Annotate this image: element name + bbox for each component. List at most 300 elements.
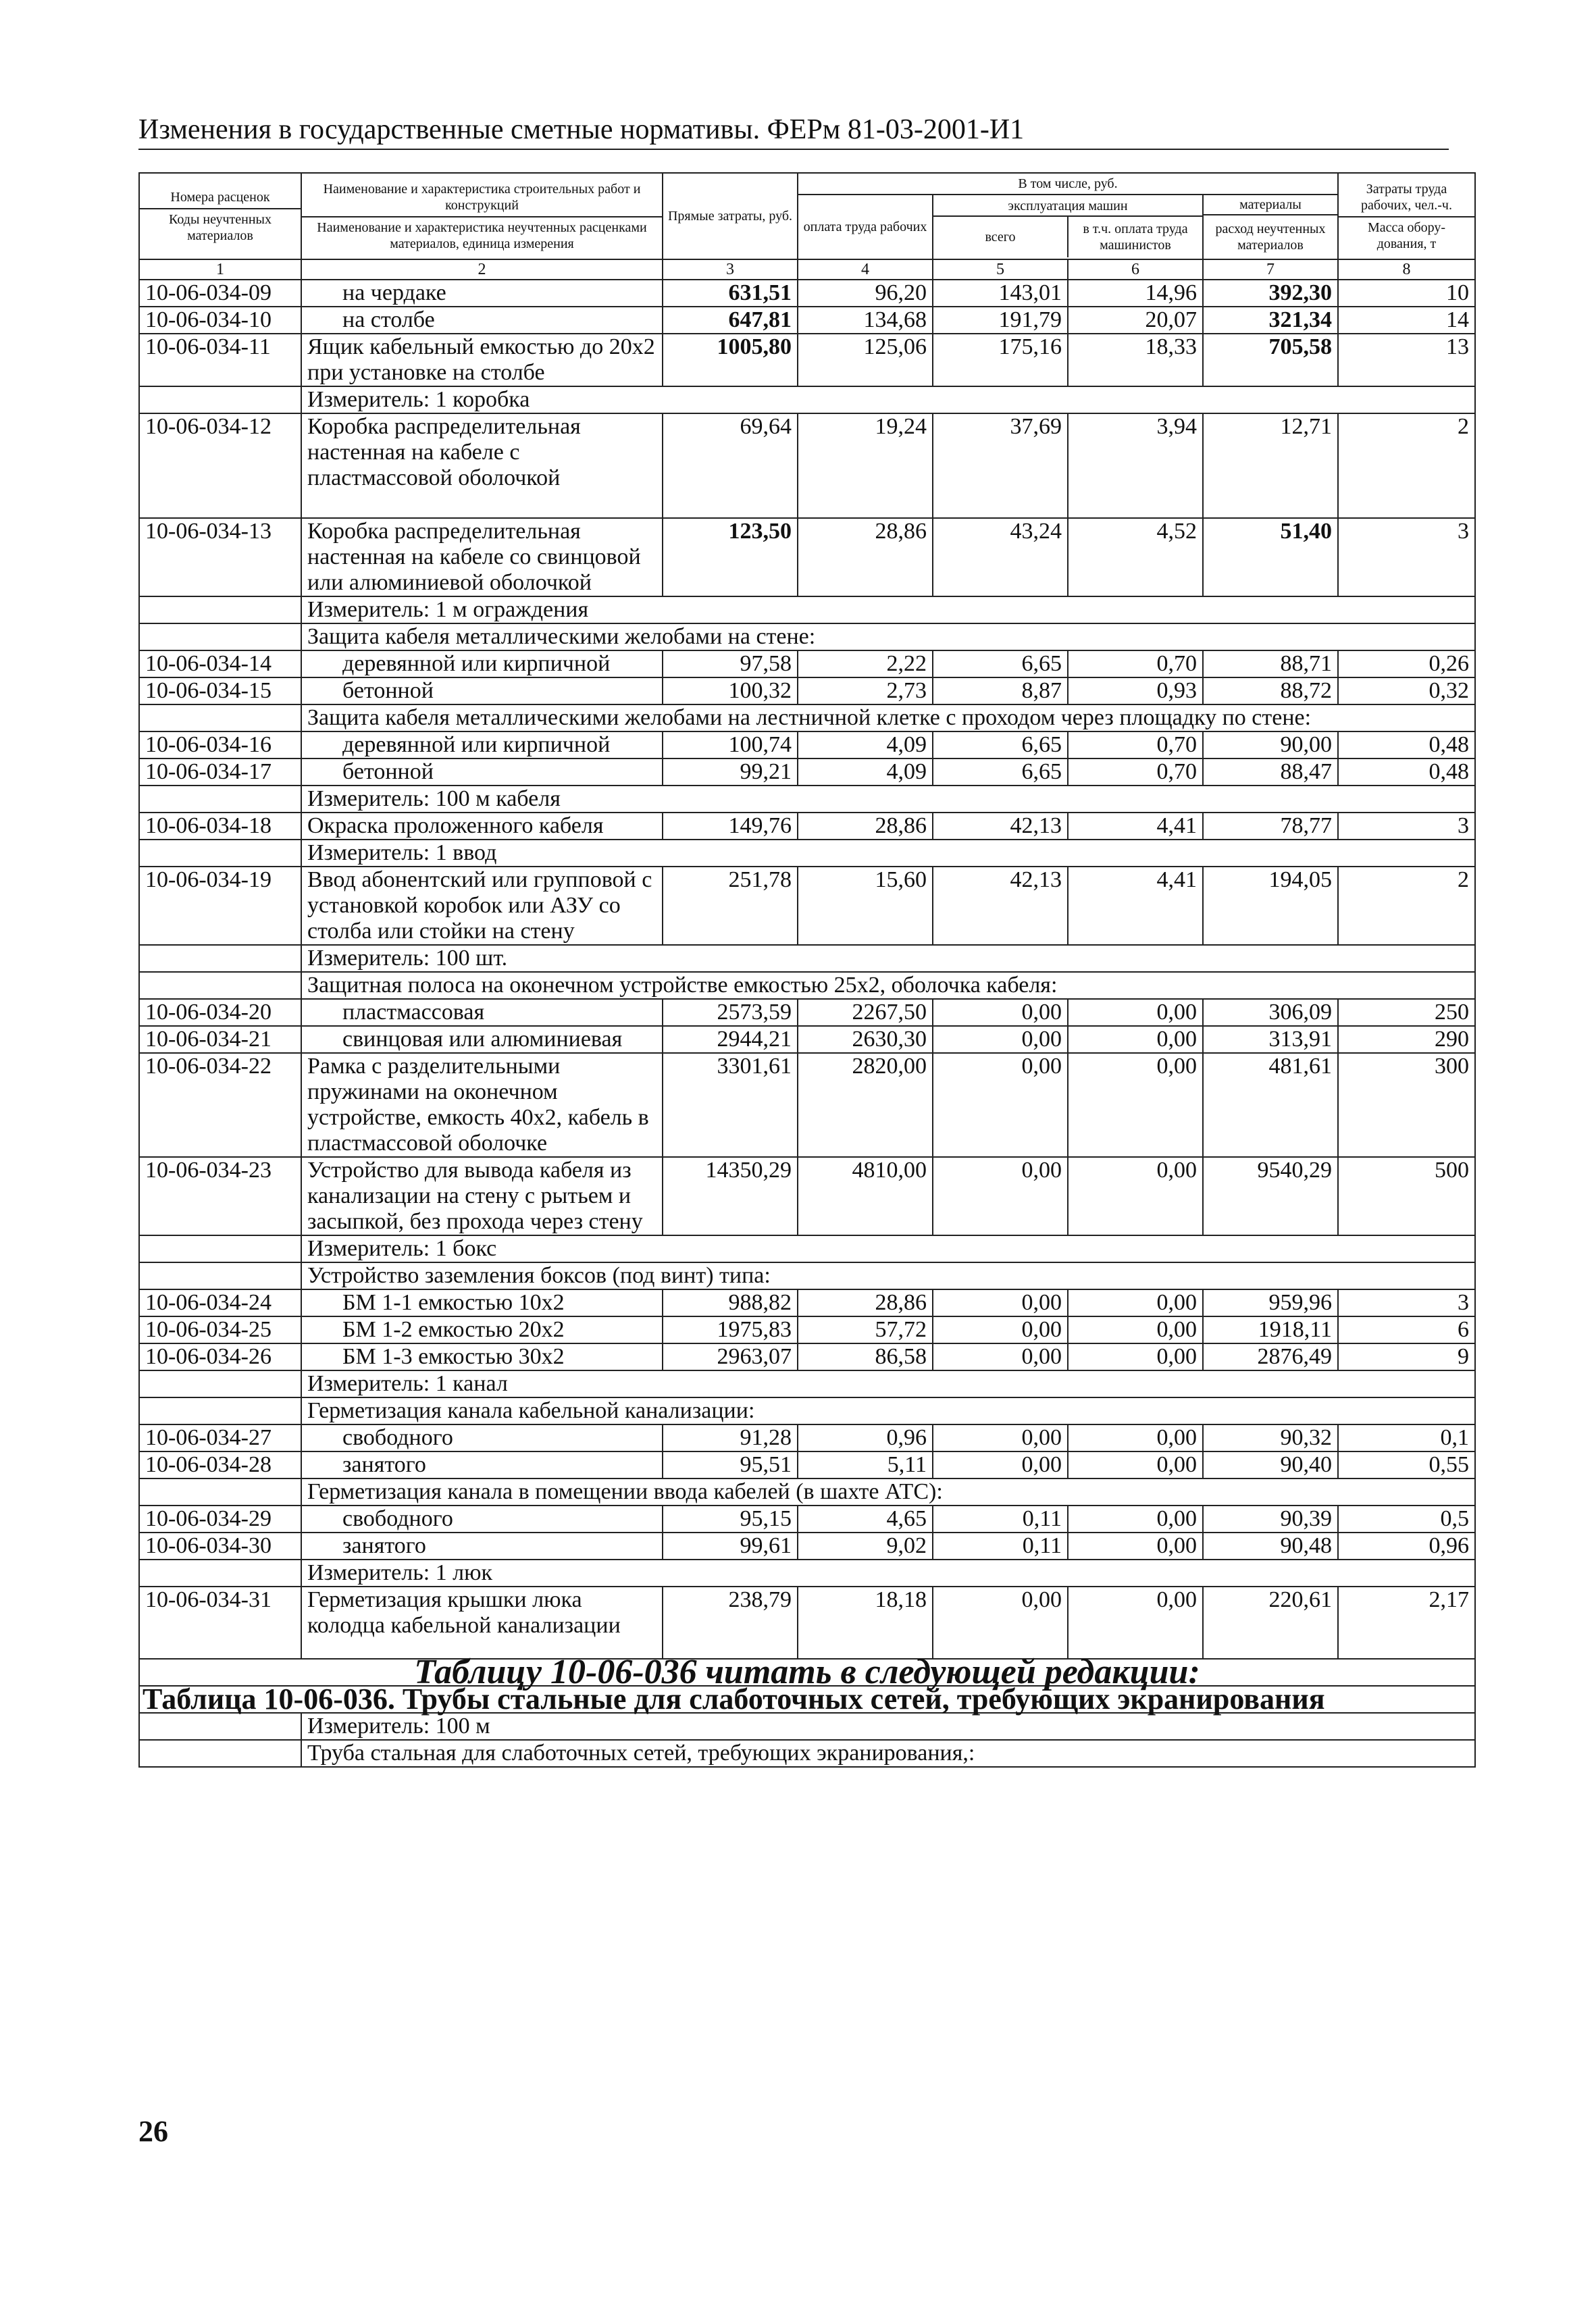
work-name: БМ 1-1 емкостью 10х2 <box>301 1289 663 1316</box>
materials-cost: 88,71 <box>1203 650 1338 677</box>
column-number: 6 <box>1068 259 1203 280</box>
table-row <box>139 1587 1475 1639</box>
rate-code: 10-06-034-19 <box>139 867 301 945</box>
worker-pay: 28,86 <box>798 1289 933 1316</box>
empty-code-cell <box>139 1235 301 1262</box>
header-machines <box>933 195 1203 259</box>
direct-costs: 99,21 <box>663 759 798 786</box>
column-number: 8 <box>1338 259 1475 280</box>
section-label: Защита кабеля металлическими желобами на лестничной клетке с проходом через площадку по стене: <box>301 704 1475 731</box>
machines-total: 0,11 <box>933 1533 1068 1560</box>
worker-pay: 28,86 <box>798 813 933 840</box>
direct-costs: 95,15 <box>663 1506 798 1533</box>
work-name: БМ 1-2 емкостью 20х2 <box>301 1316 663 1343</box>
machines-total: 0,00 <box>933 1343 1068 1370</box>
work-name: Рамка с разделительными пружинами на оконечном устройстве, емкость 40х2, кабель в пластмассовой оболочке <box>301 1053 663 1157</box>
materials-cost: 12,71 <box>1203 413 1338 491</box>
machines-total: 0,00 <box>933 1157 1068 1235</box>
worker-pay: 28,86 <box>798 518 933 596</box>
spacer-cell <box>933 491 1068 518</box>
empty-code-cell <box>139 1740 301 1767</box>
machines-total: 0,00 <box>933 1316 1068 1343</box>
materials-cost: 88,47 <box>1203 759 1338 786</box>
direct-costs: 149,76 <box>663 813 798 840</box>
rate-code: 10-06-034-14 <box>139 650 301 677</box>
materials-cost: 2876,49 <box>1203 1343 1338 1370</box>
work-name: свободного <box>301 1424 663 1451</box>
empty-code-cell <box>139 623 301 650</box>
header-materials-label: материалы <box>1204 195 1337 215</box>
worker-pay: 9,02 <box>798 1533 933 1560</box>
labor-costs: 0,48 <box>1338 759 1475 786</box>
section-row <box>139 786 1475 813</box>
empty-code-cell <box>139 945 301 972</box>
labor-costs: 300 <box>1338 1053 1475 1157</box>
operator-pay: 18,33 <box>1068 334 1203 386</box>
operator-pay: 20,07 <box>1068 307 1203 334</box>
spacer-cell <box>1203 491 1338 518</box>
worker-pay: 4,09 <box>798 731 933 759</box>
header-labor <box>1338 173 1475 259</box>
column-number: 7 <box>1203 259 1338 280</box>
section-row <box>139 596 1475 623</box>
rate-code: 10-06-034-11 <box>139 334 301 386</box>
section-row <box>139 1479 1475 1506</box>
labor-costs: 6 <box>1338 1316 1475 1343</box>
direct-costs: 99,61 <box>663 1533 798 1560</box>
header-materials-code-label: Коды неучтенных материалов <box>169 211 272 243</box>
operator-pay: 0,00 <box>1068 1587 1203 1639</box>
spacer-cell <box>301 491 663 518</box>
empty-code-cell <box>139 704 301 731</box>
materials-cost: 321,34 <box>1203 307 1338 334</box>
direct-costs: 100,32 <box>663 677 798 704</box>
table-row <box>139 867 1475 945</box>
spacer-cell <box>663 491 798 518</box>
rate-code: 10-06-034-22 <box>139 1053 301 1157</box>
section-row <box>139 1370 1475 1397</box>
machines-total: 43,24 <box>933 518 1068 596</box>
meter-row <box>139 1713 1475 1740</box>
work-name: занятого <box>301 1533 663 1560</box>
work-name: Герметизация крышки люка колодца кабельной канализации <box>301 1587 663 1639</box>
operator-pay: 0,70 <box>1068 650 1203 677</box>
work-name: на столбе <box>301 307 663 334</box>
labor-costs: 500 <box>1338 1157 1475 1235</box>
table-row <box>139 1451 1475 1479</box>
materials-cost: 392,30 <box>1203 280 1338 307</box>
pipe-row <box>139 1740 1475 1767</box>
table-row <box>139 1289 1475 1316</box>
section-label: Герметизация канала в помещении ввода кабелей (в шахте АТС): <box>301 1479 1475 1506</box>
rate-code: 10-06-034-24 <box>139 1289 301 1316</box>
direct-costs: 631,51 <box>663 280 798 307</box>
work-name: деревянной или кирпичной <box>301 731 663 759</box>
worker-pay: 5,11 <box>798 1451 933 1479</box>
section-row <box>139 1262 1475 1289</box>
empty-code-cell <box>139 1397 301 1424</box>
machines-total: 42,13 <box>933 867 1068 945</box>
table-row <box>139 1026 1475 1053</box>
empty-code-cell <box>139 786 301 813</box>
machines-total: 0,00 <box>933 1026 1068 1053</box>
direct-costs: 123,50 <box>663 518 798 596</box>
rate-code: 10-06-034-17 <box>139 759 301 786</box>
work-name: бетонной <box>301 759 663 786</box>
rate-code: 10-06-034-10 <box>139 307 301 334</box>
section-label: Измеритель: 1 коробка <box>301 386 1475 413</box>
operator-pay: 4,41 <box>1068 867 1203 945</box>
labor-costs: 3 <box>1338 518 1475 596</box>
section-label: Защита кабеля металлическими желобами на стене: <box>301 623 1475 650</box>
materials-cost: 51,40 <box>1203 518 1338 596</box>
worker-pay: 134,68 <box>798 307 933 334</box>
direct-costs: 238,79 <box>663 1587 798 1639</box>
labor-costs: 0,32 <box>1338 677 1475 704</box>
rate-code: 10-06-034-23 <box>139 1157 301 1235</box>
labor-costs: 13 <box>1338 334 1475 386</box>
section-label: Измеритель: 100 м кабеля <box>301 786 1475 813</box>
materials-cost: 90,39 <box>1203 1506 1338 1533</box>
operator-pay: 0,00 <box>1068 1157 1203 1235</box>
section-row <box>139 704 1475 731</box>
table-row <box>139 999 1475 1026</box>
worker-pay: 96,20 <box>798 280 933 307</box>
operator-pay: 0,00 <box>1068 1026 1203 1053</box>
operator-pay: 14,96 <box>1068 280 1203 307</box>
table-row <box>139 759 1475 786</box>
table-row <box>139 518 1475 596</box>
rate-code: 10-06-034-31 <box>139 1587 301 1639</box>
worker-pay: 4,09 <box>798 759 933 786</box>
rate-code: 10-06-034-18 <box>139 813 301 840</box>
direct-costs: 14350,29 <box>663 1157 798 1235</box>
empty-code-cell <box>139 840 301 867</box>
spacer-cell <box>798 491 933 518</box>
machines-total: 0,00 <box>933 1424 1068 1451</box>
materials-cost: 90,40 <box>1203 1451 1338 1479</box>
rate-code: 10-06-034-15 <box>139 677 301 704</box>
direct-costs: 91,28 <box>663 1424 798 1451</box>
machines-total: 0,00 <box>933 999 1068 1026</box>
worker-pay: 125,06 <box>798 334 933 386</box>
materials-cost: 90,00 <box>1203 731 1338 759</box>
labor-costs: 0,55 <box>1338 1451 1475 1479</box>
materials-cost: 220,61 <box>1203 1587 1338 1639</box>
work-name: Окраска проложенного кабеля <box>301 813 663 840</box>
materials-cost: 88,72 <box>1203 677 1338 704</box>
labor-costs: 3 <box>1338 813 1475 840</box>
section-row <box>139 945 1475 972</box>
materials-cost: 9540,29 <box>1203 1157 1338 1235</box>
machines-total: 0,11 <box>933 1506 1068 1533</box>
materials-cost: 90,48 <box>1203 1533 1338 1560</box>
labor-costs: 9 <box>1338 1343 1475 1370</box>
section-label: Измеритель: 1 м ограждения <box>301 596 1475 623</box>
operator-pay: 0,93 <box>1068 677 1203 704</box>
empty-code-cell <box>139 1262 301 1289</box>
empty-code-cell <box>139 596 301 623</box>
table-row <box>139 334 1475 386</box>
operator-pay: 0,00 <box>1068 1289 1203 1316</box>
header-work-name-label: Наименование и характеристика строительных работ и конструкций <box>323 181 641 213</box>
table-row <box>139 1343 1475 1370</box>
header-code-label: Номера расценок <box>170 189 270 205</box>
materials-cost: 306,09 <box>1203 999 1338 1026</box>
column-number: 4 <box>798 259 933 280</box>
spacer-cell <box>1338 1639 1475 1659</box>
section-label: Измеритель: 1 ввод <box>301 840 1475 867</box>
work-name: Ввод абонентский или групповой с установкой коробок или АЗУ со столба или стойки на стену <box>301 867 663 945</box>
operator-pay: 0,00 <box>1068 1506 1203 1533</box>
machines-total: 0,00 <box>933 1289 1068 1316</box>
column-number: 2 <box>301 259 663 280</box>
rate-code: 10-06-034-16 <box>139 731 301 759</box>
section-row <box>139 840 1475 867</box>
table-row <box>139 1424 1475 1451</box>
direct-costs: 647,81 <box>663 307 798 334</box>
rate-code: 10-06-034-13 <box>139 518 301 596</box>
header-direct-costs: Прямые затраты, руб. <box>663 173 798 259</box>
direct-costs: 2944,21 <box>663 1026 798 1053</box>
table-row <box>139 731 1475 759</box>
table-row <box>139 677 1475 704</box>
work-name: Коробка распределительная настенная на кабеле с пластмассовой оболочкой <box>301 413 663 491</box>
operator-pay: 0,70 <box>1068 731 1203 759</box>
header-names <box>301 173 663 259</box>
column-number: 5 <box>933 259 1068 280</box>
operator-pay: 3,94 <box>1068 413 1203 491</box>
section-row <box>139 972 1475 999</box>
section-label: Измеритель: 1 канал <box>301 1370 1475 1397</box>
section-label: Измеритель: 100 шт. <box>301 945 1475 972</box>
header-material-name-label: Наименование и характеристика неучтенных расценками материалов, единица измерения <box>317 220 647 251</box>
direct-costs: 69,64 <box>663 413 798 491</box>
work-name: Устройство для вывода кабеля из канализации на стену с рытьем и засыпкой, без прохода через стену <box>301 1157 663 1235</box>
spacer-cell <box>139 491 301 518</box>
work-name: занятого <box>301 1451 663 1479</box>
worker-pay: 57,72 <box>798 1316 933 1343</box>
page-number: 26 <box>138 2115 168 2148</box>
labor-costs: 0,1 <box>1338 1424 1475 1451</box>
spacer-cell <box>1203 1639 1338 1659</box>
worker-pay: 2267,50 <box>798 999 933 1026</box>
rate-code: 10-06-034-29 <box>139 1506 301 1533</box>
worker-pay: 2820,00 <box>798 1053 933 1157</box>
machines-total: 0,00 <box>933 1053 1068 1157</box>
header-codes <box>139 173 301 259</box>
header-machines-total: всего <box>933 217 1069 257</box>
direct-costs: 1975,83 <box>663 1316 798 1343</box>
machines-total: 143,01 <box>933 280 1068 307</box>
empty-code-cell <box>139 386 301 413</box>
materials-cost: 313,91 <box>1203 1026 1338 1053</box>
table-row <box>139 307 1475 334</box>
operator-pay: 0,00 <box>1068 1533 1203 1560</box>
work-name: Ящик кабельный емкостью до 20х2 при установке на столбе <box>301 334 663 386</box>
section-row <box>139 1235 1475 1262</box>
rate-code: 10-06-034-28 <box>139 1451 301 1479</box>
spacer-cell <box>1068 491 1203 518</box>
empty-code-cell <box>139 972 301 999</box>
spacer-cell <box>139 1639 301 1659</box>
table-body <box>139 259 1475 1659</box>
header-mass-label: Масса обору- дования, т <box>1367 220 1446 251</box>
empty-code-cell <box>139 1560 301 1587</box>
header-labor-label: Затраты труда рабочих, чел.-ч. <box>1361 181 1452 213</box>
header-machines-label: эксплуатация машин <box>933 197 1202 217</box>
empty-code-cell <box>139 1713 301 1740</box>
rate-code: 10-06-034-26 <box>139 1343 301 1370</box>
labor-costs: 0,96 <box>1338 1533 1475 1560</box>
machines-total: 6,65 <box>933 731 1068 759</box>
materials-cost: 78,77 <box>1203 813 1338 840</box>
read-note: Таблицу 10-06-036 читать в следующей редакции: <box>139 1659 1475 1686</box>
machines-total: 6,65 <box>933 759 1068 786</box>
direct-costs: 2963,07 <box>663 1343 798 1370</box>
materials-cost: 90,32 <box>1203 1424 1338 1451</box>
spacer-cell <box>1338 491 1475 518</box>
worker-pay: 4,65 <box>798 1506 933 1533</box>
column-number: 1 <box>139 259 301 280</box>
labor-costs: 0,5 <box>1338 1506 1475 1533</box>
header-operator-pay: в т.ч. оплата труда машинистов <box>1083 222 1188 253</box>
column-numbers-row <box>139 259 1475 280</box>
table-row <box>139 813 1475 840</box>
direct-costs: 3301,61 <box>663 1053 798 1157</box>
rate-code: 10-06-034-09 <box>139 280 301 307</box>
labor-costs: 3 <box>1338 1289 1475 1316</box>
operator-pay: 0,00 <box>1068 1316 1203 1343</box>
table-title: Таблица 10-06-036. Трубы стальные для слаботочных сетей, требующих экранирования <box>139 1686 1475 1713</box>
table-row <box>139 1053 1475 1157</box>
direct-costs: 97,58 <box>663 650 798 677</box>
direct-costs: 2573,59 <box>663 999 798 1026</box>
operator-pay: 0,00 <box>1068 1053 1203 1157</box>
machines-total: 0,00 <box>933 1451 1068 1479</box>
machines-total: 6,65 <box>933 650 1068 677</box>
materials-cost: 194,05 <box>1203 867 1338 945</box>
rate-code: 10-06-034-21 <box>139 1026 301 1053</box>
section-label: Измеритель: 1 люк <box>301 1560 1475 1587</box>
worker-pay: 4810,00 <box>798 1157 933 1235</box>
direct-costs: 251,78 <box>663 867 798 945</box>
page-header: Изменения в государственные сметные нормативы. ФЕРм 81-03-2001-И1 <box>138 113 1449 150</box>
meter-note: Измеритель: 100 м <box>301 1713 1475 1740</box>
work-name: пластмассовая <box>301 999 663 1026</box>
rate-code: 10-06-034-20 <box>139 999 301 1026</box>
machines-total: 175,16 <box>933 334 1068 386</box>
machines-total: 191,79 <box>933 307 1068 334</box>
read-note-row <box>139 1659 1475 1686</box>
direct-costs: 1005,80 <box>663 334 798 386</box>
table-footer <box>139 1653 1475 1767</box>
section-label: Измеритель: 1 бокс <box>301 1235 1475 1262</box>
labor-costs: 290 <box>1338 1026 1475 1053</box>
labor-costs: 0,48 <box>1338 731 1475 759</box>
table-row <box>139 1316 1475 1343</box>
operator-pay: 0,00 <box>1068 1451 1203 1479</box>
table-row <box>139 413 1475 491</box>
worker-pay: 18,18 <box>798 1587 933 1639</box>
labor-costs: 2 <box>1338 867 1475 945</box>
labor-costs: 250 <box>1338 999 1475 1026</box>
section-row <box>139 386 1475 413</box>
work-name: свинцовая или алюминиевая <box>301 1026 663 1053</box>
table-row <box>139 1506 1475 1533</box>
machines-total: 8,87 <box>933 677 1068 704</box>
worker-pay: 2,73 <box>798 677 933 704</box>
worker-pay: 2630,30 <box>798 1026 933 1053</box>
labor-costs: 2,17 <box>1338 1587 1475 1639</box>
rate-code: 10-06-034-30 <box>139 1533 301 1560</box>
section-label: Герметизация канала кабельной канализации: <box>301 1397 1475 1424</box>
materials-cost: 481,61 <box>1203 1053 1338 1157</box>
section-label: Устройство заземления боксов (под винт) типа: <box>301 1262 1475 1289</box>
column-number: 3 <box>663 259 798 280</box>
empty-code-cell <box>139 1370 301 1397</box>
header-materials <box>1203 195 1338 259</box>
machines-total: 37,69 <box>933 413 1068 491</box>
operator-pay: 4,52 <box>1068 518 1203 596</box>
operator-pay: 4,41 <box>1068 813 1203 840</box>
table-row <box>139 1157 1475 1235</box>
section-row <box>139 1397 1475 1424</box>
work-name: на чердаке <box>301 280 663 307</box>
work-name: свободного <box>301 1506 663 1533</box>
table-row <box>139 1533 1475 1560</box>
rate-code: 10-06-034-25 <box>139 1316 301 1343</box>
operator-pay: 0,00 <box>1068 999 1203 1026</box>
materials-cost: 1918,11 <box>1203 1316 1338 1343</box>
labor-costs: 2 <box>1338 413 1475 491</box>
materials-cost: 705,58 <box>1203 334 1338 386</box>
direct-costs: 95,51 <box>663 1451 798 1479</box>
work-name: бетонной <box>301 677 663 704</box>
table-row <box>139 650 1475 677</box>
section-row <box>139 1560 1475 1587</box>
machines-total: 0,00 <box>933 1587 1068 1639</box>
direct-costs: 988,82 <box>663 1289 798 1316</box>
materials-cost: 959,96 <box>1203 1289 1338 1316</box>
empty-code-cell <box>139 1479 301 1506</box>
operator-pay: 0,70 <box>1068 759 1203 786</box>
header-unaccounted-materials: расход неучтенных материалов <box>1215 222 1326 253</box>
machines-total: 42,13 <box>933 813 1068 840</box>
labor-costs: 14 <box>1338 307 1475 334</box>
worker-pay: 0,96 <box>798 1424 933 1451</box>
table-row <box>139 280 1475 307</box>
header-worker-pay: оплата труда рабочих <box>798 195 933 259</box>
table-title-row <box>139 1686 1475 1713</box>
operator-pay: 0,00 <box>1068 1343 1203 1370</box>
work-name: Коробка распределительная настенная на кабеле со свинцовой или алюминиевой оболочкой <box>301 518 663 596</box>
work-name: деревянной или кирпичной <box>301 650 663 677</box>
rate-code: 10-06-034-12 <box>139 413 301 491</box>
worker-pay: 15,60 <box>798 867 933 945</box>
section-label: Защитная полоса на оконечном устройстве емкостью 25х2, оболочка кабеля: <box>301 972 1475 999</box>
section-row <box>139 623 1475 650</box>
worker-pay: 2,22 <box>798 650 933 677</box>
header-including: В том числе, руб. <box>798 173 1338 195</box>
work-name: БМ 1-3 емкостью 30х2 <box>301 1343 663 1370</box>
worker-pay: 19,24 <box>798 413 933 491</box>
rate-code: 10-06-034-27 <box>139 1424 301 1451</box>
labor-costs: 10 <box>1338 280 1475 307</box>
spacer-row <box>139 491 1475 518</box>
labor-costs: 0,26 <box>1338 650 1475 677</box>
norms-table <box>138 172 1476 1768</box>
